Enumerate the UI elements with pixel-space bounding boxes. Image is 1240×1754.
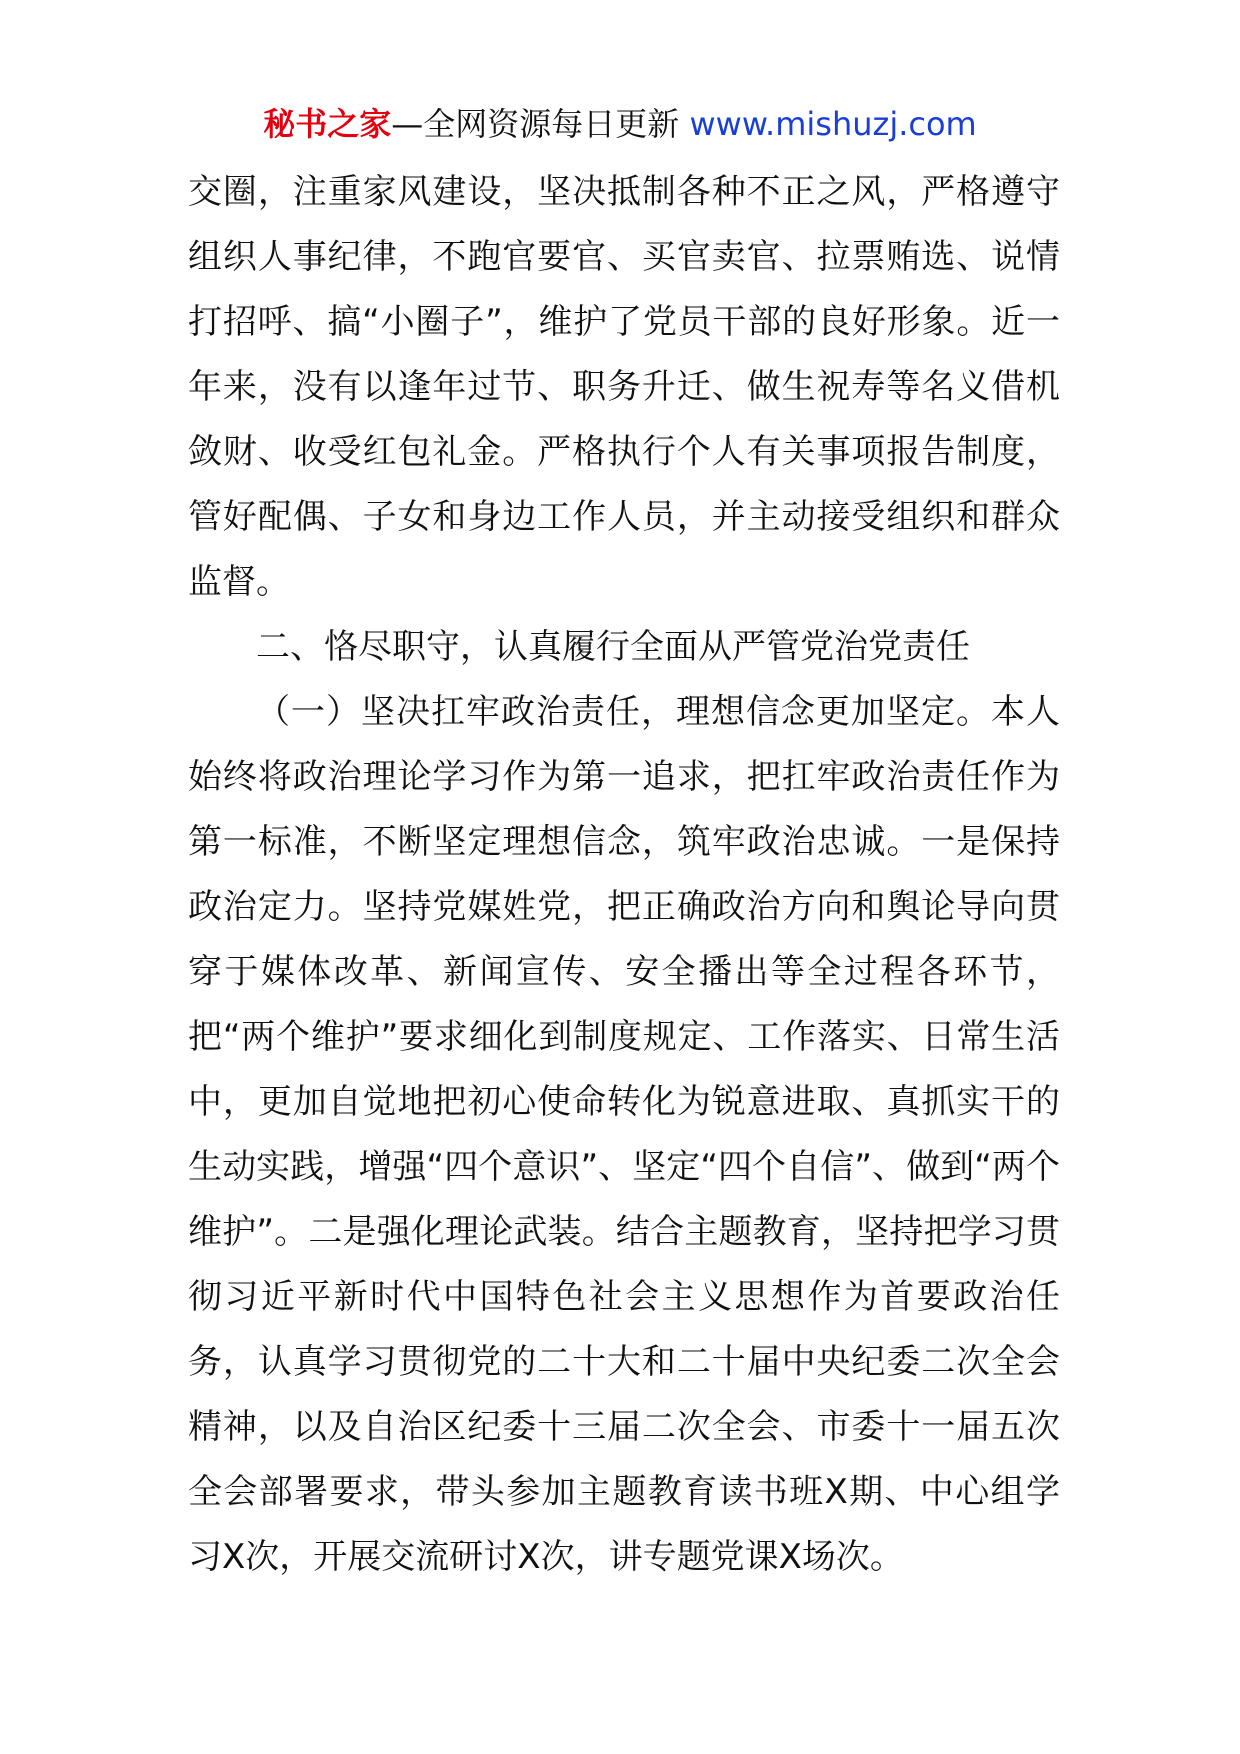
header-url-link[interactable]: www.mishuzj.com <box>689 105 977 143</box>
paragraph-political-responsibility: （一）坚决扛牢政治责任，理想信念更加坚定。本人始终将政治理论学习作为第一追求，把扛牢政治责任作为第一标准，不断坚定理想信念，筑牢政治忠诚。一是保持政治定力。坚持党媒姓党，把正确政治方向和舆论导向贯穿于媒体改革、新闻宣传、安全播出等全过程各环节，把“两个维护”要求细化到制度规定、工作落实、日常生活中，更加自觉地把初心使命转化为锐意进取、真抓实干的生动实践，增强“四个意识”、坚定“四个自信”、做到“两个维护”。二是强化理论武装。结合主题教育，坚持把学习贯彻习近平新时代中国特色社会主义思想作为首要政治任务，认真学习贯彻党的二十大和二十届中央纪委二次全会精神，以及自治区纪委十三届二次全会、市委十一届五次全会部署要求，带头参加主题教育读书班X期、中心组学习X次，开展交流研讨X次，讲专题党课X场次。 <box>188 692 1060 1577</box>
section-heading: 二、恪尽职守，认真履行全面从严管党治党责任 <box>256 627 970 667</box>
paragraph-continuation: 交圈，注重家风建设，坚决抵制各种不正之风，严格遵守组织人事纪律，不跑官要官、买官卖官、拉票贿选、说情打招呼、搞“小圈子”，维护了党员干部的良好形象。近一年来，没有以逢年过节、职务升迁、做生祝寿等名义借机敛财、收受红包礼金。严格执行个人有关事项报告制度，管好配偶、子女和身边工作人员，并主动接受组织和群众监督。 <box>188 172 1060 602</box>
document-body <box>188 160 1060 1590</box>
header-brand: 秘书之家 <box>263 105 392 143</box>
header-tagline: —全网资源每日更新 <box>391 105 690 143</box>
site-watermark-header <box>0 102 1240 146</box>
